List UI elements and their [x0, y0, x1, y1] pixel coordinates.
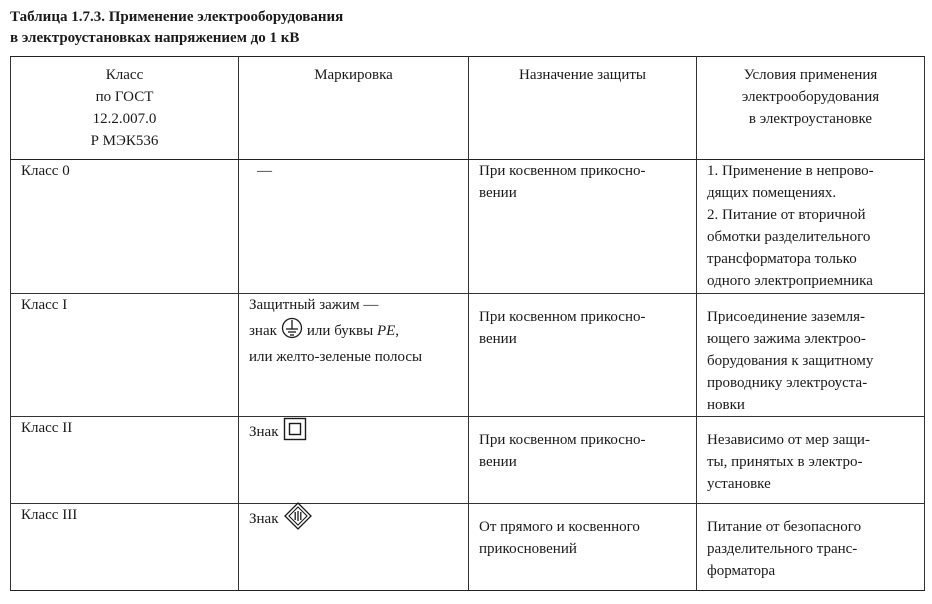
conditions-cell	[697, 504, 925, 591]
conditions-line: ты, принятых в электро-	[707, 454, 863, 470]
class-cell: Класс I	[11, 294, 239, 417]
marking-cell	[239, 160, 469, 294]
marking-text: или буквы	[306, 323, 374, 339]
purpose-line: При косвенном прикосно-	[479, 163, 646, 179]
class-cell: Класс 0	[11, 160, 239, 294]
header-class-line: Класс	[105, 67, 144, 83]
caption-line-1: Таблица 1.7.3. Применение электрооборудования	[10, 9, 344, 25]
marking-line	[249, 346, 458, 368]
marking-text: или желто-зеленые полосы	[249, 349, 423, 365]
protective-earth-icon	[281, 317, 303, 346]
purpose-cell	[469, 294, 697, 417]
purpose-line: прикосновений	[479, 541, 577, 557]
marking-pe-label: PE	[376, 323, 396, 339]
marking-cell	[239, 417, 469, 504]
table-row	[11, 160, 925, 294]
conditions-line: обмотки разделительного	[707, 229, 871, 245]
table-caption	[10, 7, 343, 49]
conditions-cell	[697, 294, 925, 417]
conditions-line: трансформатора только	[707, 251, 857, 267]
double-insulation-icon	[283, 417, 307, 448]
purpose-line: При косвенном прикосно-	[479, 432, 646, 448]
header-class-line: Р МЭК536	[90, 133, 159, 149]
purpose-line: вении	[479, 185, 517, 201]
conditions-line: установке	[707, 476, 771, 492]
conditions-line: одного электроприемника	[707, 273, 873, 289]
conditions-line: борудования к защитному	[707, 353, 874, 369]
class-cell: Класс III	[11, 504, 239, 591]
conditions-line: новки	[707, 397, 745, 413]
conditions-line: проводнику электроуста-	[707, 375, 868, 391]
marking-text: ,	[395, 323, 400, 339]
purpose-line: От прямого и косвенного	[479, 519, 640, 535]
electrical-class-table	[10, 56, 925, 591]
table-row	[11, 504, 925, 591]
purpose-line: При косвенном прикосно-	[479, 309, 646, 325]
purpose-cell	[469, 160, 697, 294]
marking-dash: —	[257, 163, 272, 179]
conditions-line: форматора	[707, 563, 776, 579]
marking-text: Защитный зажим —	[249, 297, 379, 313]
purpose-cell	[469, 417, 697, 504]
header-conditions-line: электрооборудования	[741, 89, 880, 105]
conditions-line: ющего зажима электрoo-	[707, 331, 866, 347]
marking-line	[249, 316, 458, 346]
table-row	[11, 294, 925, 417]
table-header-row	[11, 57, 925, 160]
header-conditions-line: Условия применения	[743, 67, 878, 83]
conditions-cell	[697, 417, 925, 504]
caption-line-2: в электроустановках напряжением до 1 кВ	[10, 30, 300, 46]
marking-line	[249, 504, 458, 534]
purpose-cell	[469, 504, 697, 591]
conditions-line: дящих помещениях.	[707, 185, 837, 201]
header-purpose-label: Назначение защиты	[519, 67, 646, 83]
header-class-line: по ГОСТ	[95, 89, 154, 105]
header-class-line: 12.2.007.0	[92, 111, 157, 127]
conditions-line: Присоединение заземля-	[707, 309, 866, 325]
purpose-line: вении	[479, 331, 517, 347]
conditions-line: разделительного транс-	[707, 541, 858, 557]
conditions-line: Независимо от мер защи-	[707, 432, 870, 448]
marking-text: Знак	[249, 424, 279, 440]
header-conditions	[697, 57, 925, 160]
purpose-line: вении	[479, 454, 517, 470]
class-cell: Класс II	[11, 417, 239, 504]
marking-line	[249, 294, 458, 316]
conditions-line: 1. Применение в непрово-	[707, 163, 874, 179]
header-marking	[239, 57, 469, 160]
conditions-cell	[697, 160, 925, 294]
marking-cell	[239, 504, 469, 591]
header-class	[11, 57, 239, 160]
header-purpose	[469, 57, 697, 160]
conditions-line: 2. Питание от вторичной	[707, 207, 866, 223]
class-iii-icon	[283, 501, 313, 538]
marking-text: знак	[249, 323, 277, 339]
header-conditions-line: в электроустановке	[748, 111, 873, 127]
header-marking-label: Маркировка	[314, 67, 393, 83]
marking-line	[249, 417, 458, 447]
conditions-line: Питание от безопасного	[707, 519, 862, 535]
marking-text: Знак	[249, 511, 279, 527]
table-row	[11, 417, 925, 504]
marking-cell	[239, 294, 469, 417]
